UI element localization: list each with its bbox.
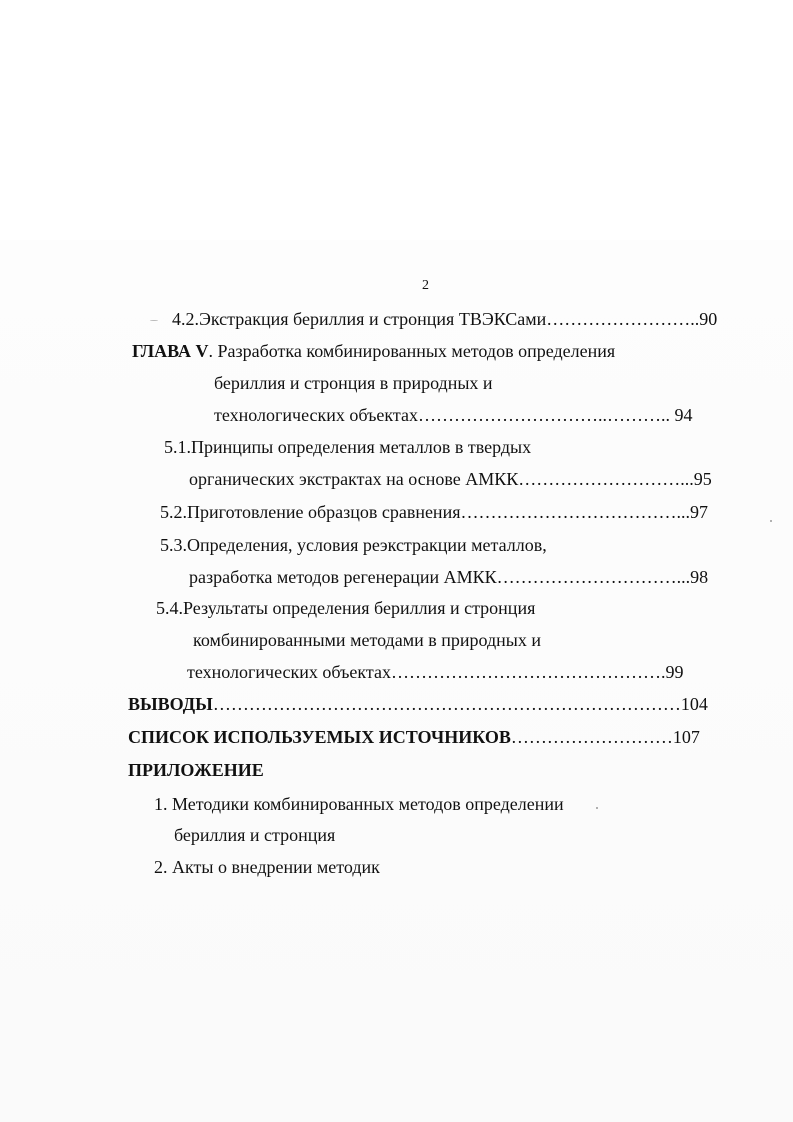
- toc-references-label: СПИСОК ИСПОЛЬЗУЕМЫХ ИСТОЧНИКОВ: [128, 727, 511, 747]
- toc-appendix-item-1: 1. Методики комбинированных методов определении: [154, 794, 564, 814]
- toc-entry-5-4-line-3: технологических объектах……………………………………….99: [187, 662, 684, 682]
- toc-entry-5-4-line-2: комбинированными методами в природных и: [193, 630, 541, 650]
- toc-appendix-heading: ПРИЛОЖЕНИЕ: [128, 760, 264, 780]
- toc-entry-5-3: 5.3.Определения, условия реэкстракции металлов,: [160, 535, 547, 555]
- toc-entry-5-2: 5.2.Приготовление образцов сравнения………………………………...97: [160, 502, 708, 522]
- toc-references: [128, 726, 700, 748]
- toc-entry-5-4: 5.4.Результаты определения бериллия и стронция: [156, 598, 536, 618]
- toc-appendix-item-2: 2. Акты о внедрении методик: [154, 857, 380, 877]
- toc-chapter-5-title-line-3: технологических объектах…………………………..……….. 94: [214, 405, 693, 425]
- page-number: 2: [422, 278, 429, 293]
- scan-speck: [150, 320, 158, 321]
- toc-entry-4-2: 4.2.Экстракция бериллия и стронция ТВЭКСами……………………..90: [172, 309, 718, 329]
- scan-speck: [770, 520, 772, 522]
- toc-appendix-item-1-line-2: бериллия и стронция: [174, 825, 336, 845]
- toc-conclusions-label: ВЫВОДЫ: [128, 694, 213, 714]
- toc-chapter-5-label: ГЛАВА V: [132, 341, 209, 361]
- toc-conclusions: [128, 693, 708, 715]
- toc-entry-5-1-line-2: органических экстрактах на основе АМКК………………………...95: [189, 469, 712, 489]
- toc-references-leader: ………………………107: [510, 727, 700, 747]
- toc-chapter-5-title-line-2: бериллия и стронция в природных и: [214, 373, 493, 393]
- toc-entry-5-3-line-2: разработка методов регенерации АМКК…………………………...98: [189, 567, 709, 587]
- toc-conclusions-leader: ……………………………………………………………………104: [212, 694, 708, 714]
- toc-chapter-5-title: [132, 340, 615, 362]
- scan-speck: [596, 807, 598, 809]
- toc-entry-5-1: 5.1.Принципы определения металлов в твердых: [164, 437, 532, 457]
- toc-chapter-5-title-text: . Разработка комбинированных методов определения: [208, 341, 616, 361]
